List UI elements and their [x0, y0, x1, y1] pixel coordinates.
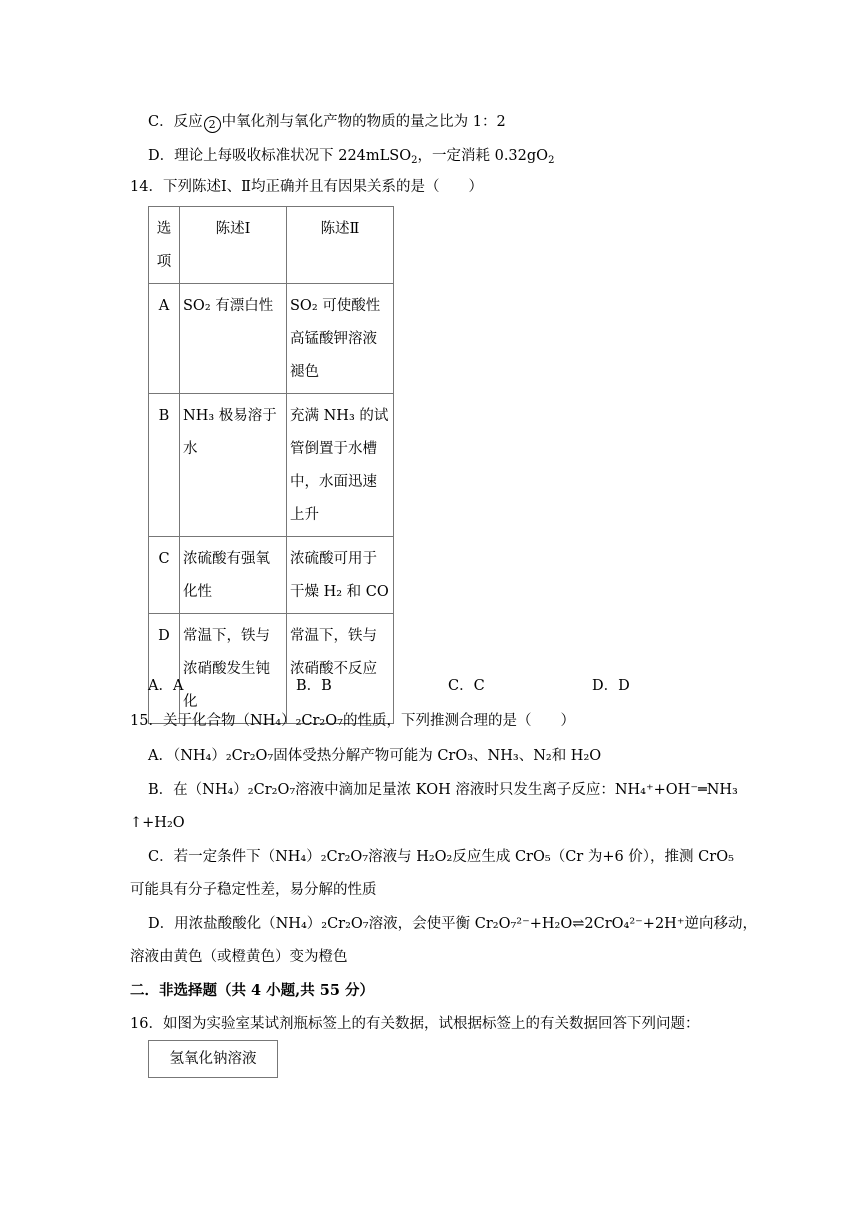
q15-option-b-line2: ↑+H₂O [130, 815, 185, 831]
q14-choice-d: D．D [592, 678, 630, 694]
q15-option-d-line2: 溶液由黄色（或橙黄色）变为橙色 [130, 949, 348, 965]
q16-stem: 16．如图为实验室某试剂瓶标签上的有关数据，试根据标签上的有关数据回答下列问题： [130, 1016, 700, 1032]
table-row [149, 394, 394, 537]
row-statement-2: SO₂ 可使酸性高锰酸钾溶液褪色 [287, 284, 394, 394]
row-option: A [149, 284, 180, 394]
circled-number-2: 2 [204, 116, 221, 133]
table-row [149, 537, 394, 614]
q15-stem: 15．关于化合物（NH₄）₂Cr₂O₇的性质，下列推测合理的是（ ） [130, 713, 575, 729]
q13-option-c [148, 112, 506, 133]
table-row [149, 284, 394, 394]
q15-option-d-line1: D．用浓盐酸酸化（NH₄）₂Cr₂O₇溶液，会使平衡 Cr₂O₇²⁻+H₂O⇌2CrO₄²⁻+2H⁺逆向移动， [148, 916, 757, 932]
q13-d-sub-2: 2 [548, 155, 555, 166]
row-statement-2: 充满 NH₃ 的试管倒置于水槽中，水面迅速上升 [287, 394, 394, 537]
row-statement-1: 浓硫酸有强氧化性 [180, 537, 287, 614]
q13-d-text-1: D．理论上每吸收标准状况下 224mLSO [148, 148, 412, 164]
q15-option-a: A．（NH₄）₂Cr₂O₇固体受热分解产物可能为 CrO₃、NH₃、N₂和 H₂O [148, 748, 602, 764]
header-statement-2: 陈述Ⅱ [287, 207, 394, 284]
row-statement-2: 常温下，铁与浓硝酸不反应 [287, 614, 394, 724]
row-option: C [149, 537, 180, 614]
reagent-label-box: 氢氧化钠溶液 [148, 1040, 278, 1078]
q13-c-text-2: 中氧化剂与氧化产物的物质的量之比为 1：2 [221, 114, 506, 130]
table-row [149, 614, 394, 724]
q14-table [148, 206, 394, 724]
section-heading: 二．非选择题（共 4 小题,共 55 分） [130, 982, 375, 999]
row-statement-1: 常温下，铁与浓硝酸发生钝化 [180, 614, 287, 724]
table-header-row [149, 207, 394, 284]
header-option: 选 项 [149, 207, 180, 284]
q14-stem: 14．下列陈述Ⅰ、Ⅱ均正确并且有因果关系的是（ ） [130, 179, 484, 195]
row-option: B [149, 394, 180, 537]
q13-d-text-2: ，一定消耗 0.32gO [417, 148, 549, 164]
header-statement-1: 陈述Ⅰ [180, 207, 287, 284]
row-option: D [149, 614, 180, 724]
q14-choice-b: B．B [296, 678, 332, 694]
row-statement-1: NH₃ 极易溶于水 [180, 394, 287, 537]
q13-option-d [148, 146, 554, 166]
row-statement-2: 浓硫酸可用于干燥 H₂ 和 CO [287, 537, 394, 614]
q15-option-c-line2: 可能具有分子稳定性差，易分解的性质 [130, 882, 377, 898]
q15-option-c-line1: C．若一定条件下（NH₄）₂Cr₂O₇溶液与 H₂O₂反应生成 CrO₅（Cr 为+6 价），推测 CrO₅ [148, 849, 734, 865]
q14-choice-a: A．A [148, 678, 184, 694]
q15-option-b-line1: B．在（NH₄）₂Cr₂O₇溶液中滴加足量浓 KOH 溶液时只发生离子反应：NH₄⁺+OH⁻═NH₃ [148, 782, 738, 798]
row-statement-1: SO₂ 有漂白性 [180, 284, 287, 394]
q14-choice-c: C．C [448, 678, 485, 694]
q13-d-sub-1: 2 [411, 155, 418, 166]
q13-c-text-1: C．反应 [148, 114, 203, 130]
